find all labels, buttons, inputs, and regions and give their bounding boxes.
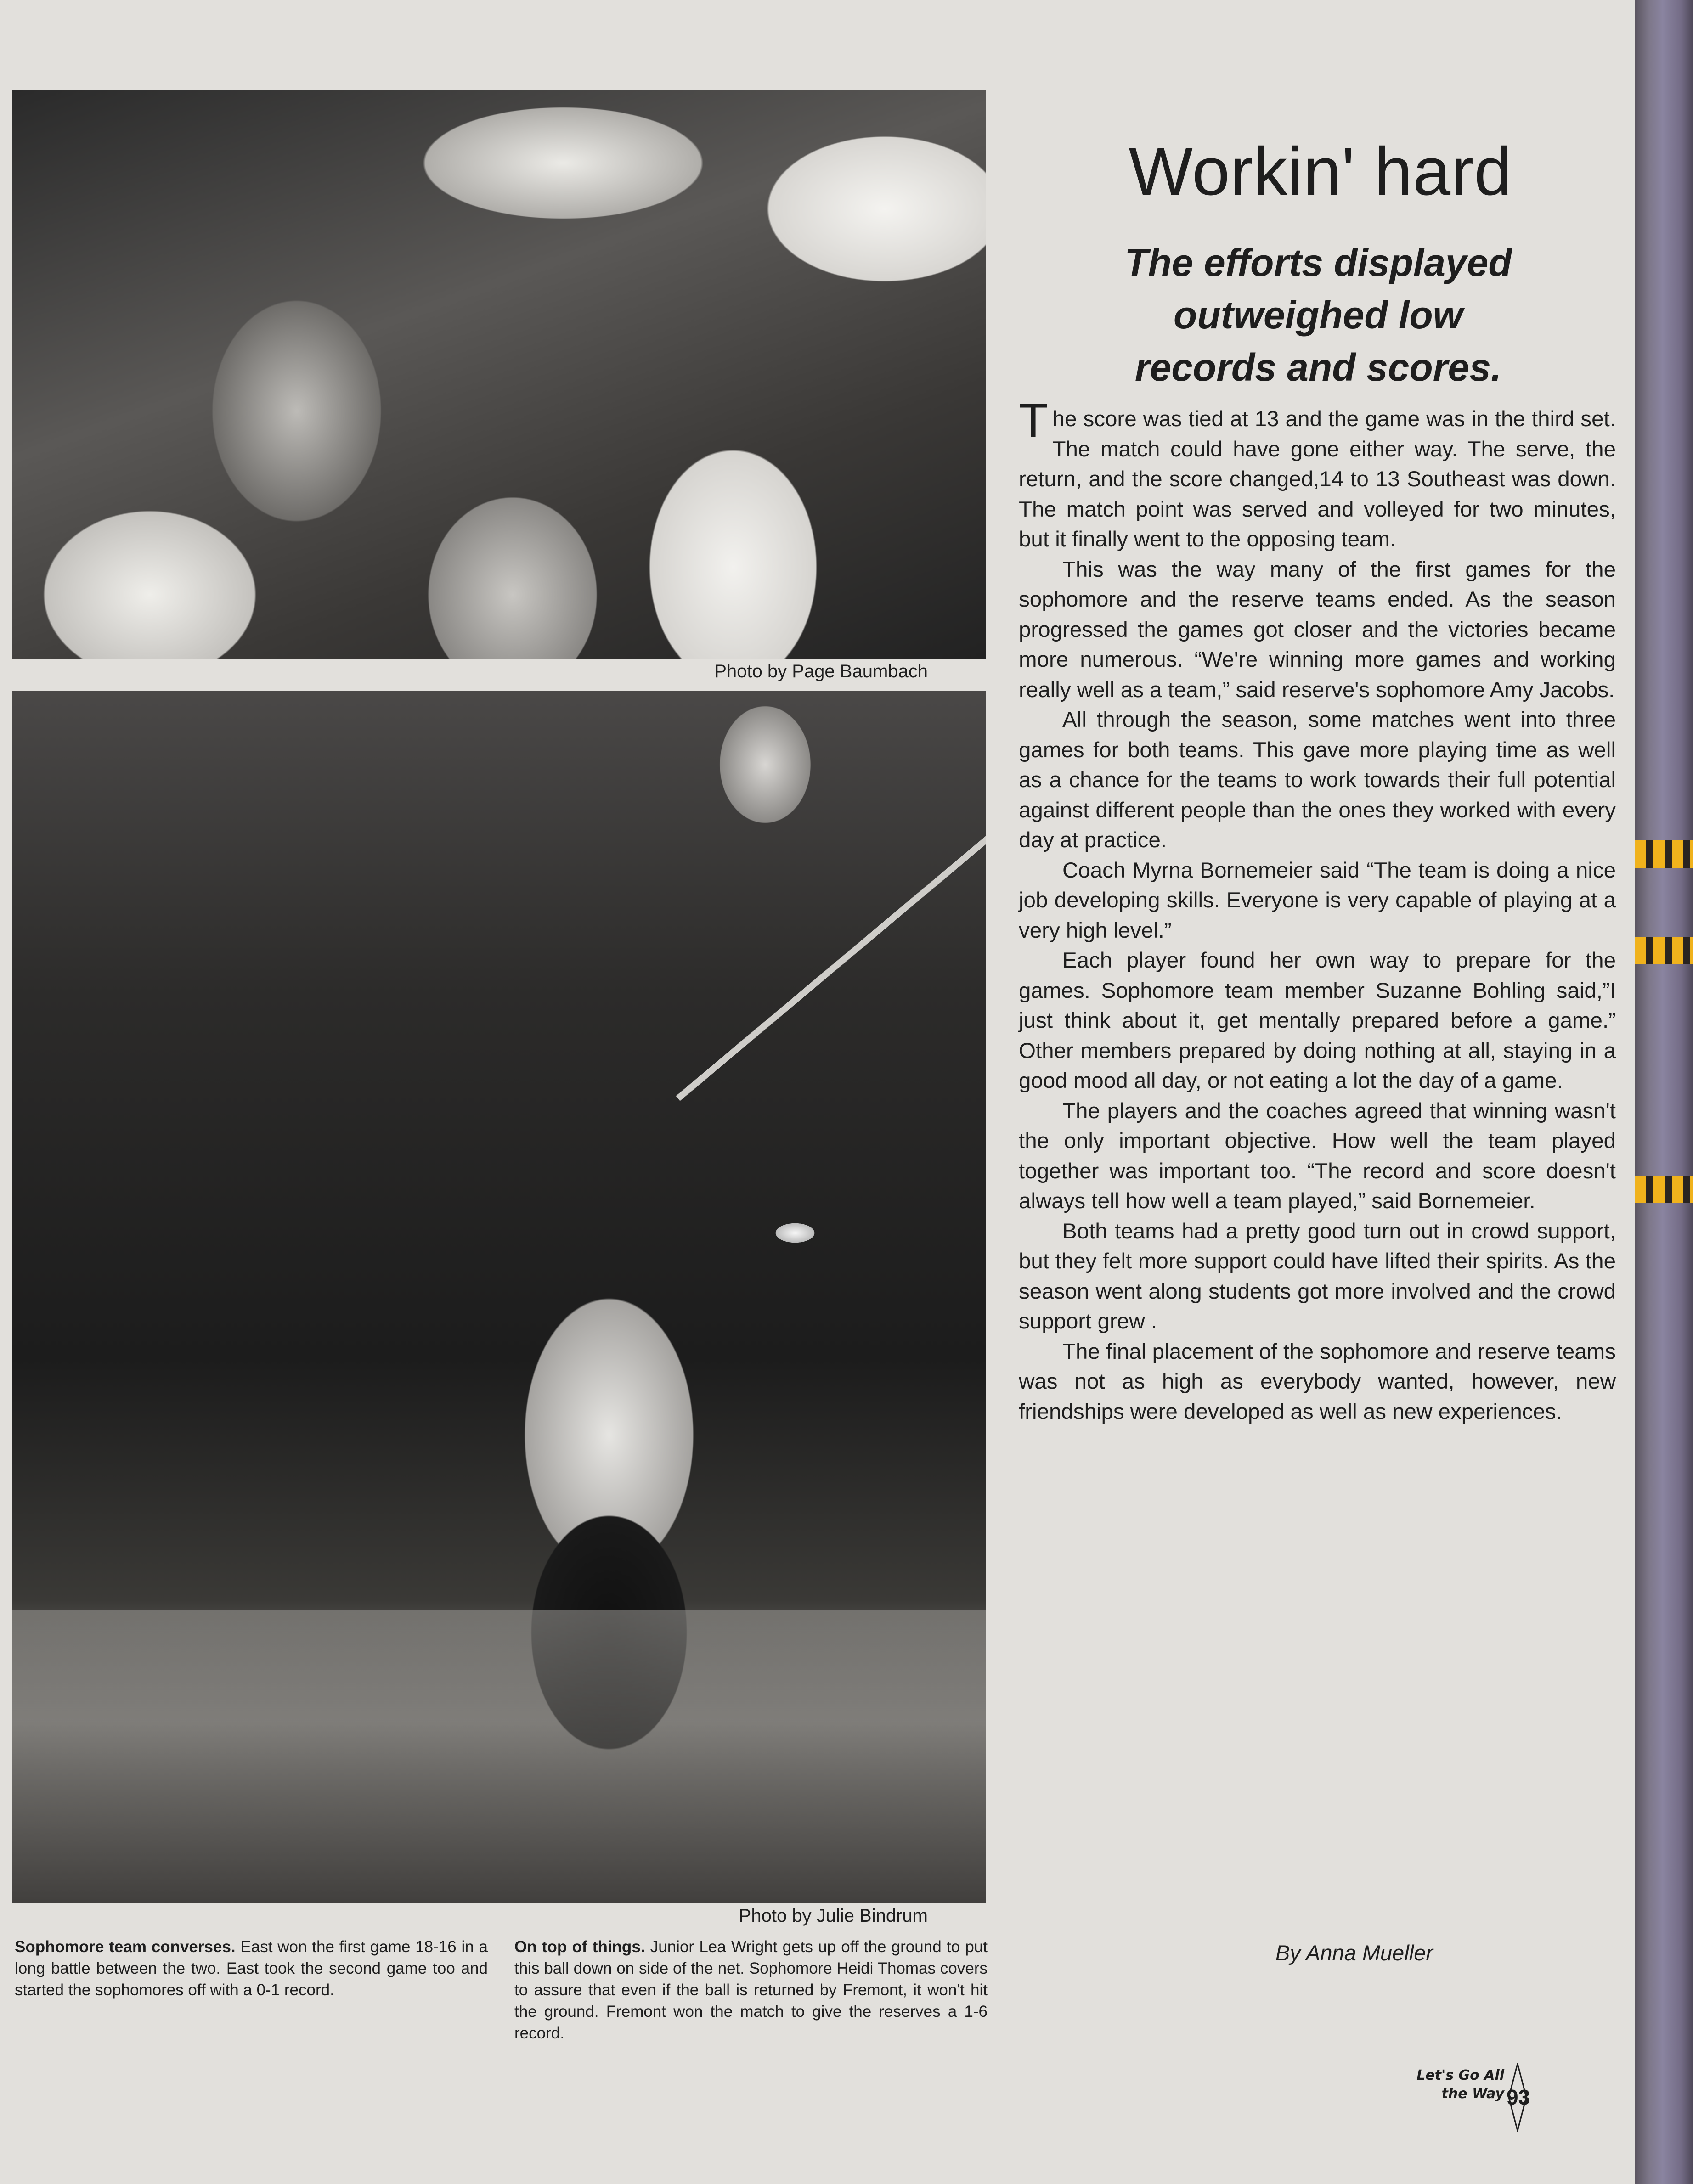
- subhead: The efforts displayed outweighed low records and scores.: [1124, 241, 1512, 389]
- article-paragraph: This was the way many of the first games for the sophomore and the reserve teams ended. As the season progressed the games got closer and the victories became more numerous. “We're winning more games and working really well as a team,” said reserve's sophomore Amy Jacobs.: [1019, 557, 1616, 702]
- binding-edge: [1635, 0, 1693, 2184]
- caption-text: East won the first game 18-16 in a long battle between the two. East took the second game too and started the sophomores off with a 0-1 record.: [15, 1938, 488, 1999]
- caption-title: Sophomore team converses.: [15, 1938, 236, 1956]
- volleyball-action-photo: [12, 691, 986, 1903]
- article-paragraph: The final placement of the sophomore and reserve teams was not as high as everybody wanted, however, new friendships were developed as well as new experiences.: [1019, 1339, 1616, 1424]
- folio-tagline-line: Let's Go All: [1416, 2067, 1504, 2083]
- drop-cap: T: [1019, 394, 1048, 447]
- folio-tagline: [1412, 2066, 1504, 2103]
- article-paragraph: Coach Myrna Bornemeier said “The team is doing a nice job developing skills. Everyone is very capable of playing at a very high level.”: [1019, 858, 1616, 943]
- binding-stripe: [1635, 840, 1693, 868]
- binding-stripe: [1635, 1176, 1693, 1203]
- page-number: 93: [1507, 2085, 1530, 2109]
- team-huddle-photo: [12, 90, 986, 659]
- article-paragraph: All through the season, some matches went into three games for both teams. This gave more playing time as well as a chance for the teams to work towards their full potential against different people than the ones they worked with every day at practice.: [1019, 708, 1616, 852]
- article-paragraph: Both teams had a pretty good turn out in crowd support, but they felt more support could have lifted their spirits. As the season went along students got more involved and the crowd support grew .: [1019, 1219, 1616, 1334]
- volleyball-net: [676, 771, 986, 1101]
- bottom-photo-credit: Photo by Julie Bindrum: [739, 1906, 928, 1926]
- folio-tagline-line: the Way: [1441, 2086, 1504, 2102]
- photo-floor: [12, 1610, 986, 1903]
- byline: By Anna Mueller: [1275, 1941, 1433, 1965]
- caption-title: On top of things.: [514, 1938, 645, 1956]
- photo-caption: [514, 1936, 988, 2044]
- article-paragraph: The players and the coaches agreed that winning wasn't the only important objective. How well the team played together was important too. “The record and score doesn't always tell how well a team played,” said Bornemeier.: [1019, 1098, 1616, 1213]
- caption-text: Junior Lea Wright gets up off the ground to put this ball down on side of the net. Sophomore Heidi Thomas covers to assure that even if the ball is returned by Fremont, it won't hit the ground. Fremont won the match to give the reserves a 1-6 record.: [514, 1938, 988, 2042]
- article-paragraph: Each player found her own way to prepare for the games. Sophomore team member Suzanne Bohling said,”I just think about it, get mentally prepared before a game.” Other members prepared by doing nothing at all, staying in a good mood all day, or not eating a lot the day of a game.: [1019, 948, 1616, 1093]
- headline: Workin' hard: [1129, 134, 1512, 209]
- page-folio: [1412, 2057, 1530, 2140]
- article-paragraph: [1019, 394, 1616, 555]
- top-photo-credit: Photo by Page Baumbach: [714, 661, 928, 681]
- article-body: [1019, 394, 1616, 1427]
- lead-paragraph-text: he score was tied at 13 and the game was in the third set. The match could have gone either way. The serve, the return, and the score changed,14 to 13 Southeast was down. The match point was served and volleyed for two minutes, but it finally went to the opposing team.: [1019, 407, 1616, 552]
- photo-caption: [15, 1936, 488, 2001]
- binding-stripe: [1635, 937, 1693, 964]
